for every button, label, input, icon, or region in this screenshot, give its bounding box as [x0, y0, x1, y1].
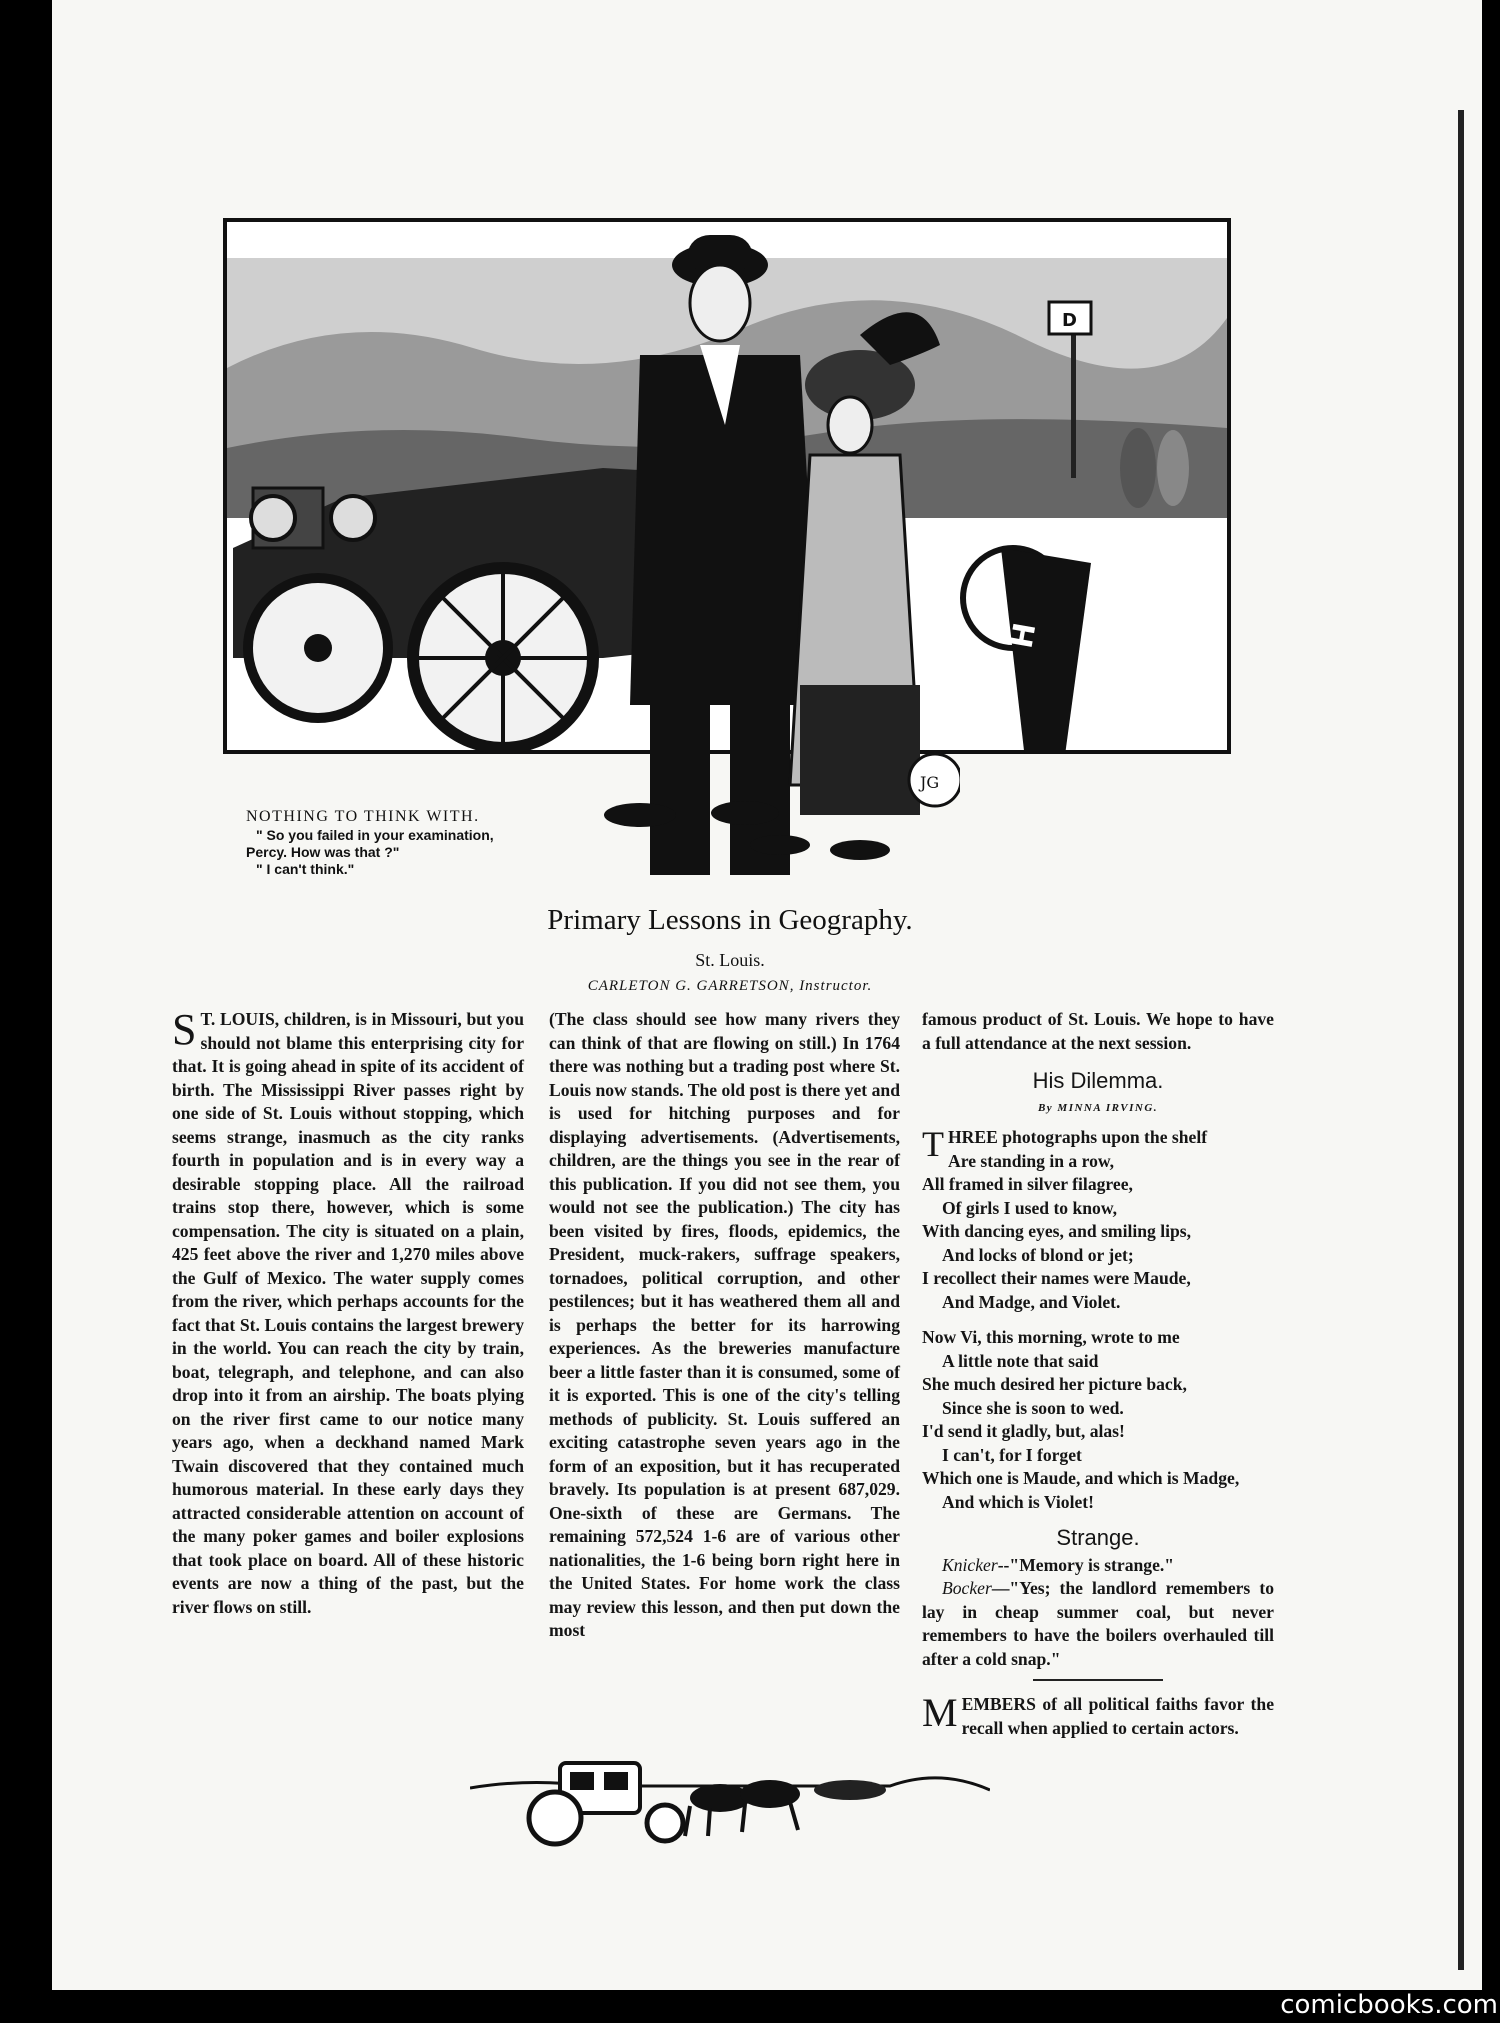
pennant-letter: H	[1004, 620, 1044, 651]
poem-line: Now Vi, this morning, wrote to me	[922, 1327, 1180, 1347]
speaker-knicker: Knicker	[942, 1554, 998, 1575]
poem-line: Of girls I used to know,	[942, 1197, 1117, 1218]
strange-line-2	[922, 1577, 1274, 1671]
column-3-continuation: famous product of St. Louis. We hope to have a full attendance at the next session.	[922, 1009, 1274, 1053]
poem-line: She much desired her picture back,	[922, 1374, 1187, 1394]
caption-line-1: " So you failed in your examination,	[256, 827, 494, 843]
poem-author: By MINNA IRVING.	[1037, 1101, 1159, 1114]
column-2-text: (The class should see how many rivers they can think of that are flowing on still.) In 1764 there was nothing but a trading post where St. Louis now stands. The old post is there yet and is used for hitching purposes and for displaying advertisements. (Advertisements, children, are the things you see in the rear of this publication. If you did not see them, you would not see the publication.) The city has been visited by fires, floods, epidemics, the President, muck-rakers, suffrage speakers, tornadoes, political corruption, and other pestilences; but it has weathered them all and is perhaps the better for its harrowing experiences. As the breweries manufacture beer a little faster than it is consumed, some of it is exported. This is one of the city's telling methods of publicity. St. Louis suffered an exciting catastrophe seven years ago in the form of an exposition, but it has recuperated bravely. Its population is at present 687,029. One-sixth of these are Germans. The remaining 572,524 1-6 are of various other nationalities, the 1-6 being born right here in the United States. For home work the class may review this lesson, and then put down the most	[549, 1009, 900, 1640]
article-column-2	[549, 1008, 900, 1643]
poem-line: Are standing in a row,	[948, 1150, 1115, 1171]
poem-line: A little note that said	[942, 1350, 1099, 1371]
article-column-1	[172, 1005, 524, 1619]
article-column-3	[922, 1008, 1274, 1740]
figures-man-woman	[560, 225, 960, 875]
poem-line: I'd send it gladly, but, alas!	[922, 1421, 1125, 1441]
article-subtitle: St. Louis.	[695, 950, 765, 970]
illustration-caption	[246, 808, 546, 878]
dropcap-m: M	[922, 1690, 958, 1735]
article-byline: CARLETON G. GARRETSON, Instructor.	[587, 978, 873, 994]
caption-line-3: " I can't think."	[256, 861, 355, 877]
poem-line: And locks of blond or jet;	[942, 1244, 1134, 1265]
speaker-bocker: Bocker	[942, 1578, 992, 1598]
poem-line: HREE photographs upon the shelf	[948, 1127, 1208, 1147]
dropcap-s: S	[172, 1005, 197, 1054]
poem-line: And which is Violet!	[942, 1491, 1095, 1512]
poem-stanza-1	[922, 1126, 1274, 1314]
column-1-text: T. LOUIS, children, is in Missouri, but you should not blame this enterprising city for that. It is going ahead in spite of its accident of birth. The Mississippi River passes right by one side of St. Louis without stopping, which seems strange, inasmuch as the city ranks fourth in population and is in every way a desirable stopping place. All the railroad trains stop there, however, which is some compensation. The city is situated on a plain, 425 feet above the river and 1,270 miles above the Gulf of Mexico. The water supply comes from the river, which perhaps accounts for the fact that St. Louis contains the largest brewery in the world. You can reach the city by train, boat, telegraph, and telephone, and can also drop into it from an airship. The boats plying on the river first came to our notice many years ago, when a deckhand named Mark Twain discovered that they contained much humorous material. In these early days they attracted considerable attention on account of the many poker games and boiler explosions that took place on board. All of these historic events are now a thing of the past, but the river flows on still.	[172, 1009, 524, 1617]
quote-1: --"Memory is strange."	[997, 1554, 1175, 1575]
caption-line-2: Percy. How was that ?"	[246, 844, 400, 860]
poem-line: With dancing eyes, and smiling lips,	[922, 1221, 1192, 1241]
quote-2: —"Yes; the landlord remembers to lay in cheap summer coal, but never remembers to have the boilers overhauled till after a cold snap."	[922, 1578, 1274, 1669]
watermark: comicbooks.com	[1280, 1990, 1498, 2020]
article-title: Primary Lessons in Geography.	[547, 904, 913, 936]
poem-title: His Dilemma.	[1032, 1068, 1164, 1093]
caption-title: NOTHING TO THINK WITH.	[246, 808, 480, 825]
divider-rule	[1033, 1679, 1163, 1681]
page-edge	[1458, 110, 1464, 1970]
poem-body	[922, 1126, 1274, 1514]
poem-line: Which one is Maude, and which is Madge,	[922, 1468, 1240, 1488]
members-text: EMBERS of all political faiths favor the recall when applied to certain actors.	[961, 1694, 1274, 1738]
poem-line: And Madge, and Violet.	[942, 1291, 1121, 1312]
poem-line: All framed in silver filagree,	[922, 1174, 1133, 1194]
stagecoach-ornament	[470, 1728, 990, 1848]
poem-line: Since she is soon to wed.	[942, 1397, 1124, 1418]
poem-line: I can't, for I forget	[942, 1444, 1082, 1465]
strange-line-1	[922, 1554, 1274, 1578]
poem-stanza-2	[922, 1326, 1274, 1514]
sign-letter: D	[1062, 310, 1077, 331]
poem-line: I recollect their names were Maude,	[922, 1268, 1191, 1288]
dropcap-t: T	[922, 1124, 944, 1164]
strange-title: Strange.	[1056, 1525, 1140, 1550]
artist-monogram: JG	[920, 773, 940, 792]
